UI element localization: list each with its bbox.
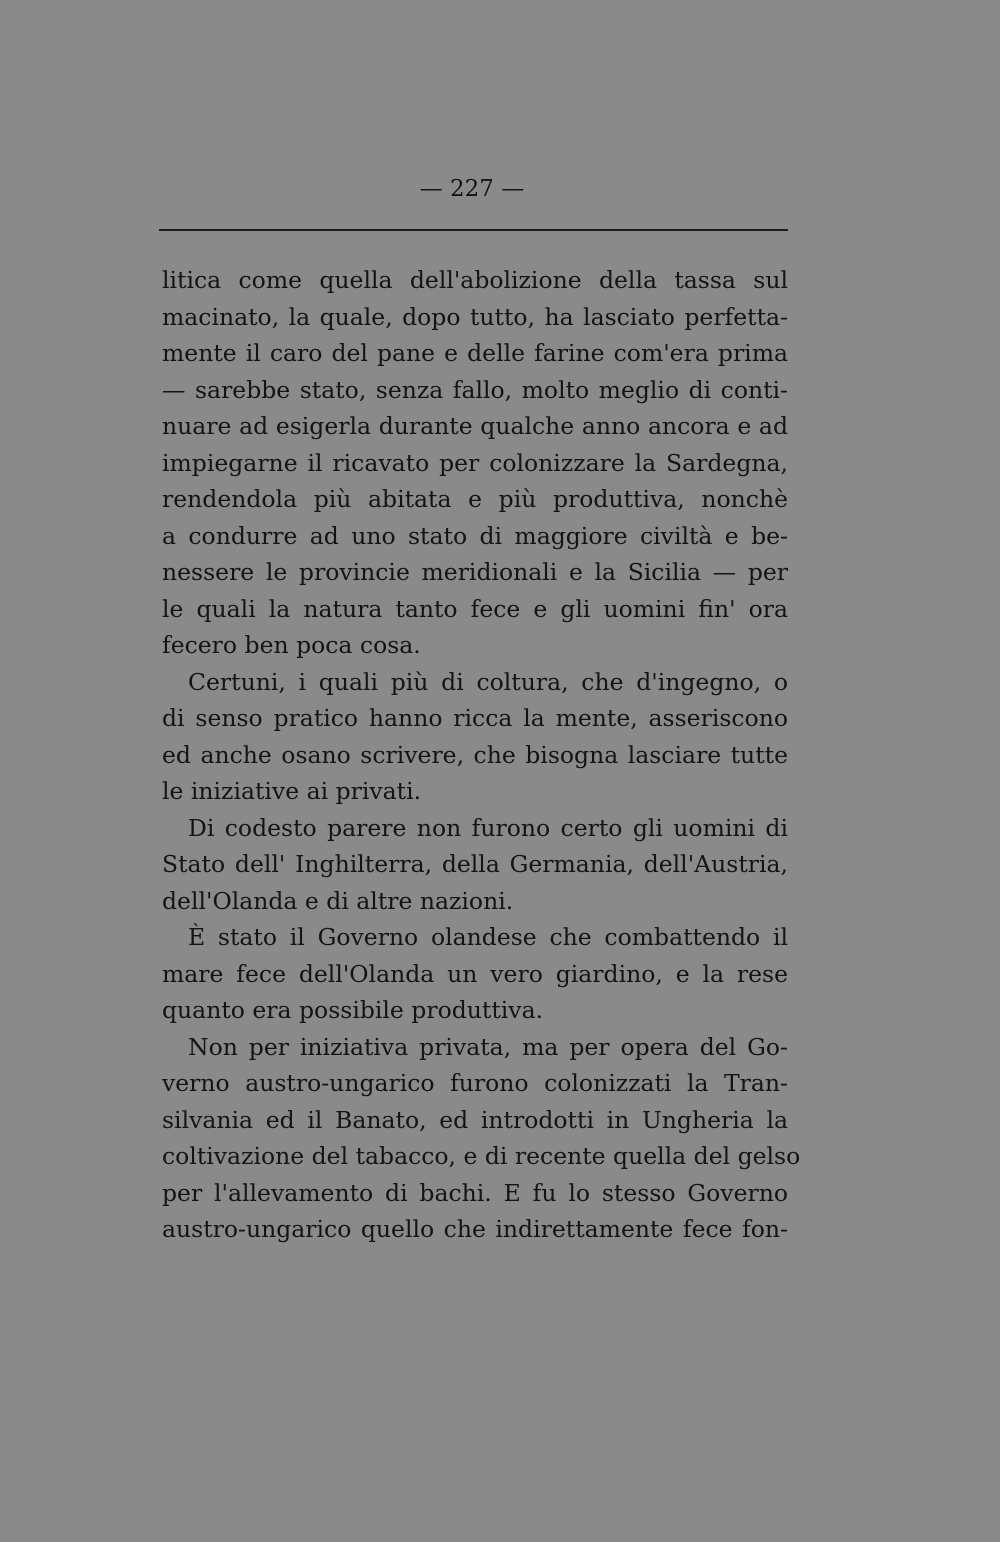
text-line: verno austro-ungarico furono colonizzati la Tran- — [162, 1069, 788, 1097]
paragraph — [162, 810, 788, 920]
text-line: impiegarne il ricavato per colonizzare la Sardegna, — [162, 448, 788, 477]
text-line: quanto era possibile produttiva. — [162, 996, 544, 1024]
paragraph — [162, 1029, 801, 1248]
text-line: austro-ungarico quello che indirettamente fece fon- — [162, 1215, 788, 1243]
text-line: mare fece dell'Olanda un vero giardino, e la rese — [162, 959, 788, 988]
text-line: mente il caro del pane e delle farine com'era prima — [162, 339, 788, 367]
page-number: — 227 — — [419, 176, 525, 202]
text-line: le quali la natura tanto fece e gli uomini fin' ora — [162, 594, 788, 623]
text-line: le iniziative ai privati. — [162, 777, 422, 805]
text-line: coltivazione del tabacco, e di recente quella del gelso — [162, 1142, 801, 1170]
text-line: di senso pratico hanno ricca la mente, asseriscono — [162, 704, 788, 732]
text-line: Certuni, i quali più di coltura, che d'ingegno, o — [188, 667, 788, 696]
paragraph — [162, 262, 788, 664]
text-line: macinato, la quale, dopo tutto, ha lasciato perfetta- — [162, 302, 788, 331]
text-line: silvania ed il Banato, ed introdotti in Ungheria la — [162, 1105, 788, 1134]
body-text — [162, 262, 801, 1248]
text-line: per l'allevamento di bachi. E fu lo stesso Governo — [162, 1178, 788, 1207]
text-line: rendendola più abitata e più produttiva, nonchè — [162, 485, 788, 513]
text-line: È stato il Governo olandese che combattendo il — [188, 923, 788, 951]
text-line: ed anche osano scrivere, che bisogna lasciare tutte — [162, 740, 788, 769]
text-line: a condurre ad uno stato di maggiore civiltà e be- — [162, 521, 788, 550]
header-rule — [159, 229, 788, 231]
text-line: fecero ben poca cosa. — [162, 631, 421, 659]
text-line: nessere le provincie meridionali e la Sicilia — per — [162, 558, 788, 586]
paragraph — [162, 664, 788, 810]
text-line: Non per iniziativa privata, ma per opera del Go- — [188, 1032, 788, 1061]
text-line: Di codesto parere non furono certo gli uomini di — [188, 813, 788, 842]
text-line: — sarebbe stato, senza fallo, molto meglio di conti- — [162, 375, 788, 404]
text-line: litica come quella dell'abolizione della tassa sul — [162, 266, 788, 294]
text-line: dell'Olanda e di altre nazioni. — [162, 886, 514, 915]
paragraph — [162, 919, 788, 1029]
text-line: Stato dell' Inghilterra, della Germania, dell'Austria, — [162, 850, 788, 878]
text-line: nuare ad esigerla durante qualche anno ancora e ad — [162, 412, 788, 440]
